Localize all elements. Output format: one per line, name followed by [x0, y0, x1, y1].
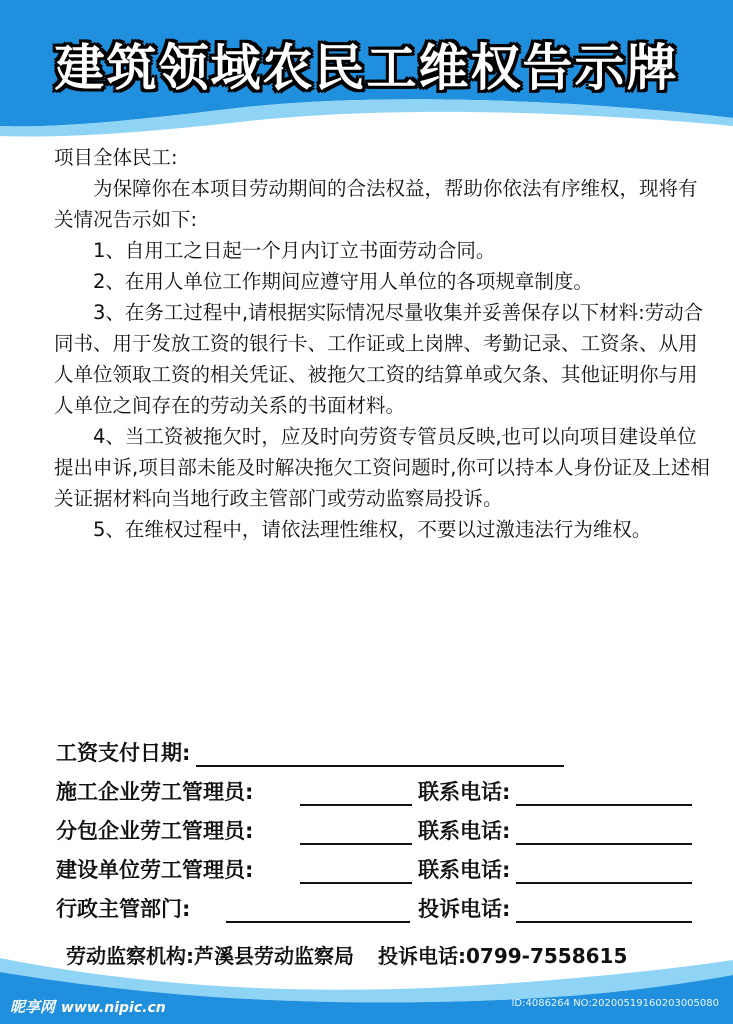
watermark-url: www.nipic.cn — [61, 1000, 166, 1016]
contact-row-4-phone-label: 投诉电话: — [418, 897, 511, 921]
item-5: 5、在维权过程中，请依法理性维权，不要以过激违法行为维权。 — [93, 518, 652, 541]
contact-row-1 — [56, 767, 726, 806]
site-watermark — [10, 996, 166, 1017]
page-title: 建筑领域农民工维权告示牌 — [54, 39, 679, 97]
labor-agency: 劳动监察机构:芦溪县劳动监察局 — [66, 944, 354, 968]
contact-row-3-phone-label: 联系电话: — [418, 858, 511, 882]
contact-row-3 — [56, 845, 726, 884]
contact-row-2-label: 分包企业劳工管理员: — [56, 819, 254, 843]
contact-row-4-blank — [226, 897, 410, 923]
contact-row-4-phone-blank — [516, 897, 692, 923]
item-2: 2、在用人单位工作期间应遵守用人单位的各项规章制度。 — [93, 270, 593, 293]
contact-row-4 — [56, 884, 726, 923]
contact-row-2-phone-label: 联系电话: — [418, 819, 511, 843]
complaint-phone: 投诉电话:0799-7558615 — [378, 944, 628, 968]
salutation: 项目全体民工: — [54, 146, 178, 169]
contact-row-2 — [56, 806, 726, 845]
pay-date-row — [56, 728, 726, 767]
contact-row-4-label: 行政主管部门: — [56, 897, 191, 921]
contact-row-1-phone-blank — [516, 780, 692, 806]
contact-row-3-phone-blank — [516, 858, 692, 884]
contact-row-1-blank — [300, 780, 412, 806]
item-4: 4、当工资被拖欠时，应及时向劳资专管员反映,也可以向项目建设单位提出申诉,项目部未能及时解决拖欠工资问题时,你可以持本人身份证及上述相关证据材料向当地行政主管部门或劳动监察局投诉。 — [54, 425, 710, 510]
contact-row-3-label: 建设单位劳工管理员: — [56, 858, 254, 882]
item-3: 3、在务工过程中,请根据实际情况尽量收集并妥善保存以下材料:劳动合同书、用于发放工资的银行卡、工作证或上岗牌、考勤记录、工资条、从用人单位领取工资的相关凭证、被拖欠工资的结算单或欠条、其他证明你与用人单位之间存在的劳动关系的书面材料。 — [54, 301, 704, 417]
image-id-label: ID:4086264 NO:20200519160203005080 — [511, 998, 719, 1009]
pay-date-label: 工资支付日期: — [56, 741, 191, 765]
contact-form — [56, 728, 726, 923]
watermark-brand: 昵享网 — [10, 998, 56, 1016]
notice-body — [54, 142, 714, 545]
contact-row-3-blank — [300, 858, 412, 884]
item-1: 1、自用工之日起一个月内订立书面劳动合同。 — [93, 239, 496, 262]
contact-row-2-phone-blank — [516, 819, 692, 845]
footer-line — [66, 940, 733, 969]
contact-row-1-label: 施工企业劳工管理员: — [56, 780, 254, 804]
contact-row-1-phone-label: 联系电话: — [418, 780, 511, 804]
intro-paragraph: 为保障你在本项目劳动期间的合法权益，帮助你依法有序维权，现将有关情况告示如下: — [54, 177, 698, 231]
pay-date-blank — [196, 741, 564, 767]
contact-row-2-blank — [300, 819, 412, 845]
